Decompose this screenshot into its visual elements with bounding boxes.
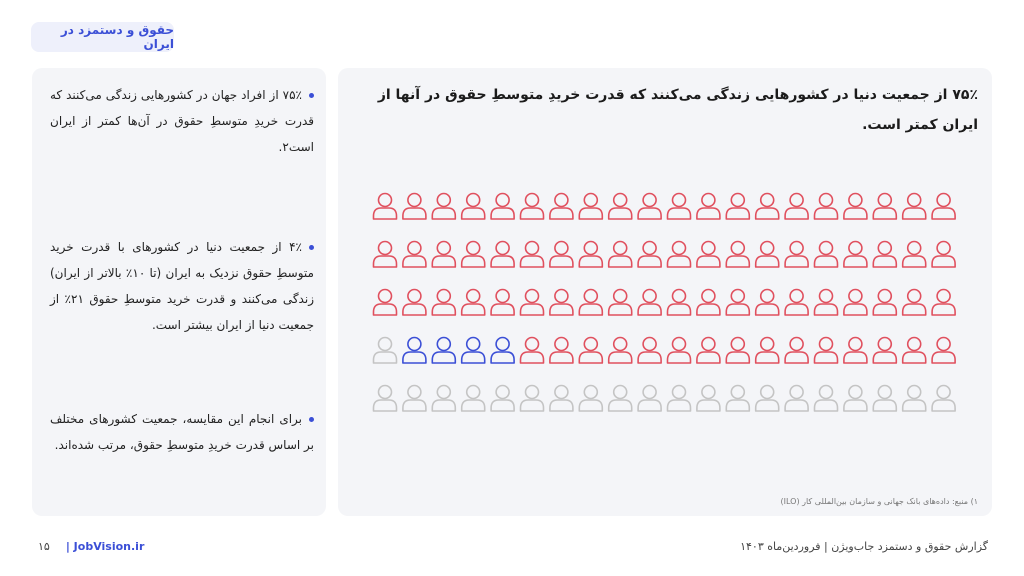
people-pictogram [370, 190, 962, 420]
person-icon-red [550, 290, 573, 316]
person-icon-red [785, 338, 808, 364]
person-icon-red [550, 194, 573, 220]
person-icon-red [903, 290, 926, 316]
brand-link[interactable]: | JobVision.ir [65, 540, 145, 553]
person-icon-red [579, 338, 602, 364]
bullet-dot-icon [309, 245, 314, 250]
pictogram-panel [338, 68, 992, 516]
person-icon-red [668, 242, 691, 268]
person-icon-red [579, 290, 602, 316]
person-icon-red [609, 290, 632, 316]
person-icon-gray [668, 386, 691, 412]
person-icon-red [756, 290, 779, 316]
person-icon-red [374, 242, 397, 268]
person-icon-red [638, 194, 661, 220]
person-icon-red [932, 290, 955, 316]
person-icon-red [638, 338, 661, 364]
bullet-dot-icon [309, 417, 314, 422]
person-icon-red [726, 194, 749, 220]
person-icon-red [697, 290, 720, 316]
person-icon-red [815, 194, 838, 220]
person-icon-gray [432, 386, 455, 412]
person-icon-red [815, 242, 838, 268]
person-icon-red [726, 290, 749, 316]
person-icon-red [638, 290, 661, 316]
person-icon-gray [844, 386, 867, 412]
person-icon-red [609, 242, 632, 268]
person-icon-red [844, 338, 867, 364]
person-icon-red [726, 242, 749, 268]
person-icon-red [609, 338, 632, 364]
person-icon-gray [462, 386, 485, 412]
person-icon-red [462, 290, 485, 316]
person-icon-red [785, 194, 808, 220]
person-icon-gray [579, 386, 602, 412]
person-icon-red [668, 290, 691, 316]
footer-left [38, 540, 144, 553]
person-icon-red [609, 194, 632, 220]
person-icon-red [873, 242, 896, 268]
person-icon-red [932, 338, 955, 364]
section-tag-label: حقوق و دستمزد در ایران [60, 23, 174, 51]
person-icon-red [815, 338, 838, 364]
person-icon-red [873, 290, 896, 316]
person-icon-red [491, 194, 514, 220]
person-icon-red [432, 290, 455, 316]
bullet-item [50, 82, 314, 160]
person-icon-gray [609, 386, 632, 412]
person-icon-gray [873, 386, 896, 412]
person-icon-gray [785, 386, 808, 412]
person-icon-red [579, 194, 602, 220]
person-icon-gray [638, 386, 661, 412]
bullet-item [50, 406, 314, 458]
person-icon-red [756, 242, 779, 268]
person-icon-red [668, 338, 691, 364]
bullet-text: ۴٪ از جمعیت دنیا در کشورهای با قدرت خرید متوسطِ حقوق نزدیک به ایران (تا ۱۰٪ بالاتر از ایران) زندگی می‌کنند و قدرت خرید متوسطِ حقوق ۲۱٪ از جمعیت دنیا از ایران بیشتر است. [50, 240, 314, 332]
person-icon-red [903, 194, 926, 220]
person-icon-red [521, 242, 544, 268]
person-icon-red [550, 338, 573, 364]
person-icon-red [462, 194, 485, 220]
person-icon-red [815, 290, 838, 316]
bullet-text: برای انجام این مقایسه، جمعیت کشورهای مختلف بر اساس قدرت خریدِ متوسطِ حقوق، مرتب شده‌اند. [50, 412, 314, 452]
person-icon-red [462, 242, 485, 268]
person-icon-red [873, 338, 896, 364]
person-icon-red [844, 242, 867, 268]
person-icon-red [521, 290, 544, 316]
person-icon-red [785, 290, 808, 316]
person-icon-red [697, 194, 720, 220]
person-icon-red [697, 242, 720, 268]
person-icon-gray [932, 386, 955, 412]
person-icon-blue [491, 338, 514, 364]
person-icon-gray [374, 338, 397, 364]
source-note: ۱) منبع: داده‌های بانک جهانی و سازمان بین‌المللی کار (ILO) [780, 497, 978, 506]
person-icon-red [668, 194, 691, 220]
person-icon-red [756, 338, 779, 364]
person-icon-red [403, 194, 426, 220]
person-icon-red [903, 242, 926, 268]
person-icon-red [785, 242, 808, 268]
person-icon-red [903, 338, 926, 364]
person-icon-gray [374, 386, 397, 412]
person-icon-red [579, 242, 602, 268]
person-icon-red [432, 194, 455, 220]
person-icon-red [491, 242, 514, 268]
person-icon-red [491, 290, 514, 316]
person-icon-gray [491, 386, 514, 412]
bullet-dot-icon [309, 93, 314, 98]
person-icon-red [638, 242, 661, 268]
person-icon-blue [462, 338, 485, 364]
person-icon-gray [521, 386, 544, 412]
person-icon-gray [726, 386, 749, 412]
person-icon-red [873, 194, 896, 220]
person-icon-red [697, 338, 720, 364]
person-icon-red [756, 194, 779, 220]
person-icon-red [550, 242, 573, 268]
bullet-text: ۷۵٪ از افراد جهان در کشورهایی زندگی می‌کنند که قدرت خریدِ متوسطِ حقوق در آن‌ها کمتر از ایران است۲. [50, 88, 314, 154]
notes-panel [32, 68, 326, 516]
person-icon-red [844, 194, 867, 220]
person-icon-red [374, 194, 397, 220]
headline: ۷۵٪ از جمعیت دنیا در کشورهایی زندگی می‌کنند که قدرت خریدِ متوسطِ حقوق در آنها از ایران کمتر است. [377, 87, 978, 133]
person-icon-gray [756, 386, 779, 412]
person-icon-blue [432, 338, 455, 364]
person-icon-red [932, 194, 955, 220]
bullet-item [50, 234, 314, 338]
person-icon-red [844, 290, 867, 316]
person-icon-gray [550, 386, 573, 412]
person-icon-red [726, 338, 749, 364]
person-icon-gray [815, 386, 838, 412]
person-icon-red [403, 290, 426, 316]
page-number: ۱۵ [38, 540, 50, 553]
person-icon-gray [903, 386, 926, 412]
person-icon-red [374, 290, 397, 316]
person-icon-gray [403, 386, 426, 412]
person-icon-red [521, 338, 544, 364]
person-icon-red [521, 194, 544, 220]
section-tag [31, 22, 174, 52]
person-icon-red [932, 242, 955, 268]
person-icon-red [403, 242, 426, 268]
person-icon-blue [403, 338, 426, 364]
person-icon-red [432, 242, 455, 268]
report-title: گزارش حقوق و دستمزد جاب‌ویژن | فروردین‌ماه ۱۴۰۳ [740, 540, 988, 553]
person-icon-gray [697, 386, 720, 412]
